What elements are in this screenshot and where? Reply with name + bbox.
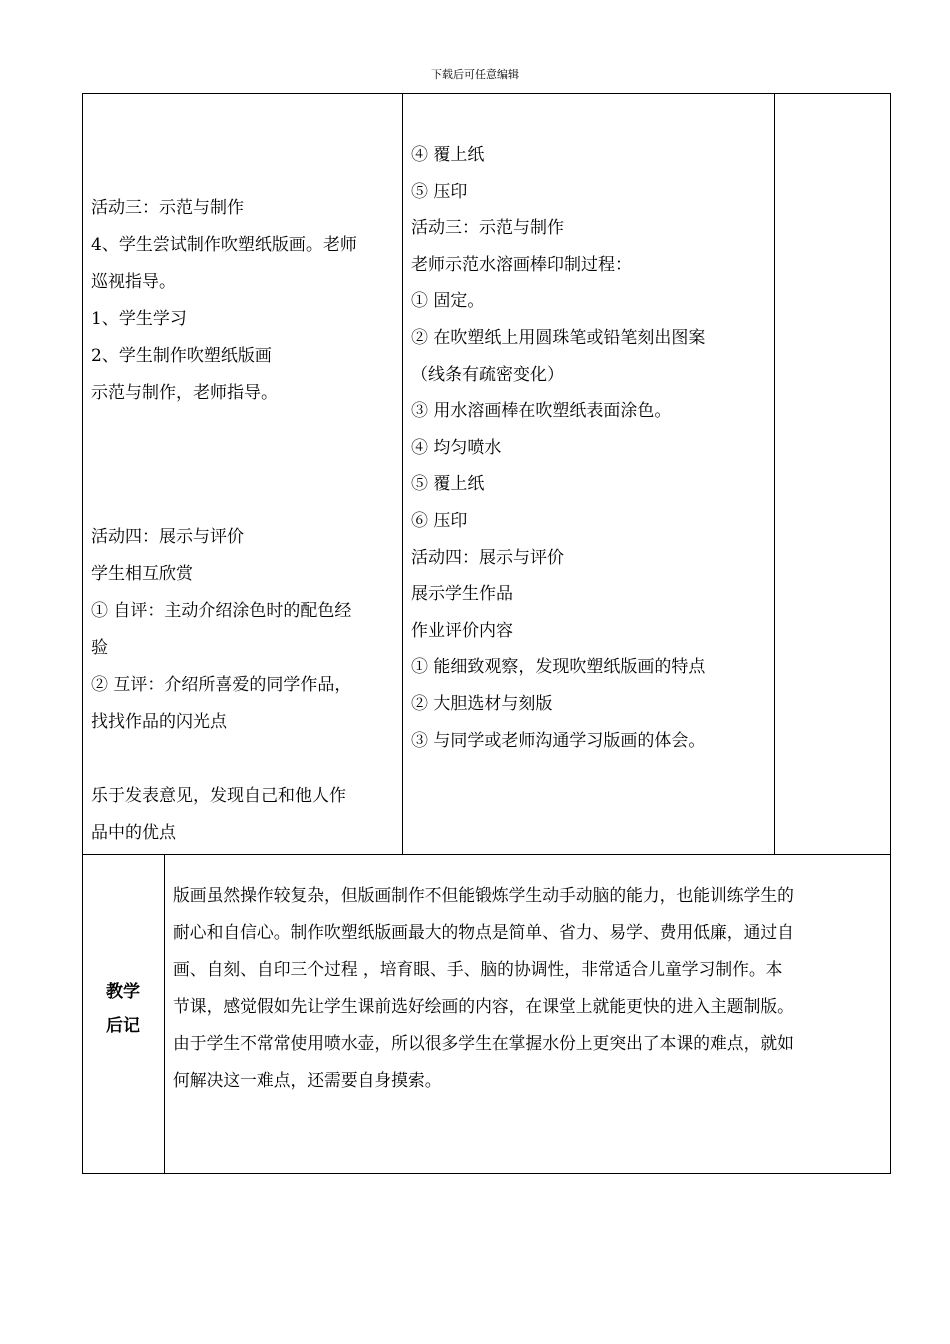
teacher-line: ④ 覆上纸 [411,145,485,165]
teacher-activities-cell [411,137,769,759]
label-divider [164,854,165,1174]
teacher-line: ② 大胆选材与刻版 [411,693,553,714]
student-line: 找找作品的闪光点 [91,712,227,732]
teacher-line: 活动三：示范与制作 [411,218,564,239]
teacher-line: ④ 均匀喷水 [411,437,502,458]
teacher-line: ① 能细致观察，发现吹塑纸版画的特点 [411,657,706,678]
reflection-line: 由于学生不常常使用喷水壶，所以很多学生在掌握水份上更突出了本课的难点，就如 [173,1033,794,1053]
teacher-line: ⑤ 压印 [411,181,468,202]
teacher-line: ① 固定。 [411,291,485,312]
teacher-line: ⑥ 压印 [411,510,468,531]
student-line: 验 [91,638,108,658]
student-line: 乐于发表意见，发现自己和他人作 [91,786,346,806]
teacher-line: 展示学生作品 [411,584,513,605]
reflection-line: 何解决这一难点，还需要自身摸索。 [173,1070,442,1090]
teacher-line: ③ 与同学或老师沟通学习版画的体会。 [411,730,706,751]
student-line: 品中的优点 [91,823,176,843]
teacher-line: ③ 用水溶画棒在吹塑纸表面涂色。 [411,401,672,422]
student-line: 活动四：展示与评价 [91,527,244,547]
student-line: 巡视指导。 [91,272,176,292]
student-line: ② 互评：介绍所喜爱的同学作品， [91,675,352,695]
column-divider-2 [774,93,775,854]
teacher-line: 老师示范水溶画棒印制过程： [411,254,632,275]
row-divider [82,854,891,855]
student-line: 活动三：示范与制作 [91,198,244,218]
student-line: 学生相互欣赏 [91,564,193,584]
page-header: 下载后可任意编辑 [431,68,519,81]
column-divider-1 [402,93,403,854]
teacher-line: ⑤ 覆上纸 [411,474,485,495]
reflection-notes [173,877,885,1099]
reflection-line: 节课，感觉假如先让学生课前选好绘画的内容，在课堂上就能更快的进入主题制版。 [173,996,794,1016]
reflection-label [82,975,164,1043]
teacher-line: （线条有疏密变化） [411,364,564,385]
student-activities-cell [91,190,397,852]
student-line: ① 自评：主动介绍涂色时的配色经 [91,601,352,621]
teacher-line: 作业评价内容 [411,620,513,641]
reflection-line: 画、自刻、自印三个过程 ，培育眼、手、脑的协调性，非常适合儿童学习制作。本 [173,959,783,979]
reflection-line: 版画虽然操作较复杂，但版画制作不但能锻炼学生动手动脑的能力，也能训练学生的 [173,885,794,905]
reflection-line: 耐心和自信心。制作吹塑纸版画最大的物点是简单、省力、易学、费用低廉，通过自 [173,922,794,942]
teacher-line: 活动四：展示与评价 [411,547,564,568]
student-line: 1、学生学习 [91,309,187,329]
reflection-label-line1: 教学 [106,982,140,1002]
student-line: 示范与制作，老师指导。 [91,383,278,403]
reflection-label-line2: 后记 [106,1016,140,1036]
teacher-line: ② 在吹塑纸上用圆珠笔或铅笔刻出图案 [411,327,706,348]
student-line: 2、学生制作吹塑纸版画 [91,346,272,366]
student-line: 4、学生尝试制作吹塑纸版画。老师 [91,235,357,255]
